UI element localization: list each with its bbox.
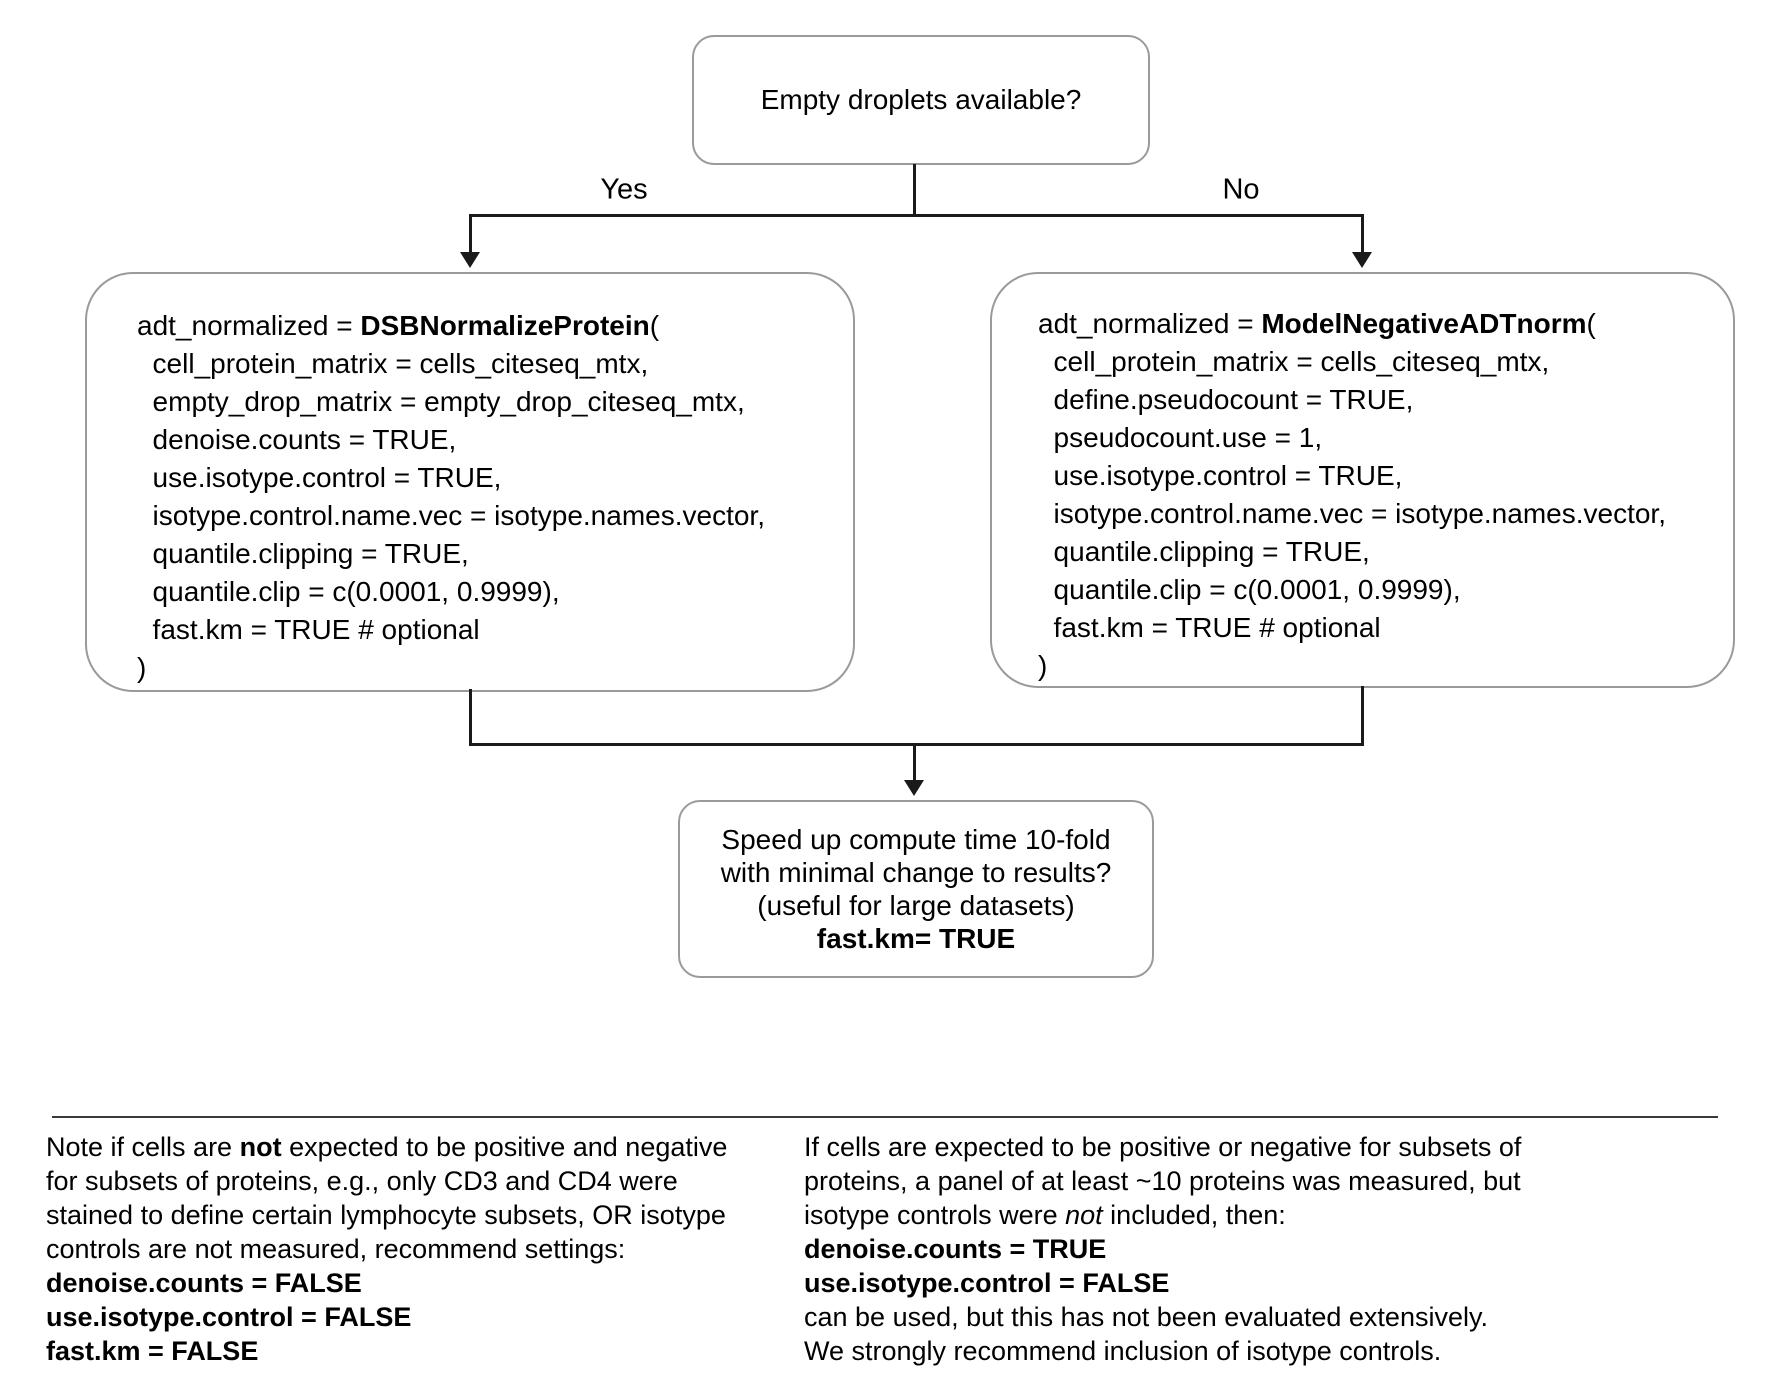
- text-line: denoise.counts = TRUE,: [137, 424, 457, 455]
- text-line: ): [1038, 650, 1048, 681]
- text-line: We strongly recommend inclusion of isotype controls.: [804, 1336, 1442, 1366]
- text-line: quantile.clipping = TRUE,: [137, 538, 469, 569]
- text-line: cell_protein_matrix = cells_citeseq_mtx,: [1038, 346, 1550, 377]
- text-line: cell_protein_matrix = cells_citeseq_mtx,: [137, 348, 649, 379]
- text-line: fast.km = TRUE # optional: [137, 614, 480, 645]
- model-negative-adtnorm-code: [1038, 305, 1725, 685]
- text-line: fast.km = FALSE: [46, 1336, 259, 1366]
- branch-label-no: No: [1222, 173, 1260, 206]
- empty-droplets-question-node: [692, 35, 1150, 165]
- text-line: can be used, but this has not been evaluated extensively.: [804, 1302, 1488, 1332]
- merge-arrowhead-icon: [904, 780, 924, 796]
- text-line: quantile.clipping = TRUE,: [1038, 536, 1370, 567]
- text-line: isotype.control.name.vec = isotype.names.vector,: [1038, 498, 1666, 529]
- text-line: Speed up compute time 10-fold: [721, 824, 1111, 855]
- text-line: adt_normalized = DSBNormalizeProtein(: [137, 310, 660, 341]
- text-line: (useful for large datasets): [757, 890, 1075, 921]
- merge-right-vertical: [1361, 686, 1364, 745]
- text-line: controls are not measured, recommend settings:: [46, 1234, 626, 1264]
- text-line: use.isotype.control = FALSE: [46, 1302, 412, 1332]
- text-line: ): [137, 652, 147, 683]
- text-line: empty_drop_matrix = empty_drop_citeseq_mtx,: [137, 386, 745, 417]
- text-line: proteins, a panel of at least ~10 proteins was measured, but: [804, 1166, 1521, 1196]
- text-line: stained to define certain lymphocyte subsets, OR isotype: [46, 1200, 726, 1230]
- text-line: If cells are expected to be positive or negative for subsets of: [804, 1132, 1522, 1162]
- text-line: use.isotype.control = FALSE: [804, 1268, 1170, 1298]
- connector-top-vertical: [913, 164, 916, 216]
- no-arrowhead-icon: [1352, 252, 1372, 268]
- text-line: isotype controls were not included, then:: [804, 1200, 1286, 1230]
- fast-km-result-node: [678, 800, 1154, 978]
- text-line: pseudocount.use = 1,: [1038, 422, 1323, 453]
- dsb-normalize-protein-code: [137, 307, 835, 687]
- footnote-left-column: [46, 1130, 786, 1368]
- footnote-divider: [52, 1116, 1718, 1118]
- text-line: fast.km= TRUE: [816, 923, 1016, 954]
- text-line: isotype.control.name.vec = isotype.names.vector,: [137, 500, 765, 531]
- text-line: define.pseudocount = TRUE,: [1038, 384, 1414, 415]
- connector-branch-horizontal: [469, 214, 1364, 217]
- empty-droplets-question-label: Empty droplets available?: [760, 84, 1082, 115]
- text-line: Note if cells are not expected to be positive and negative: [46, 1132, 728, 1162]
- text-line: use.isotype.control = TRUE,: [1038, 460, 1403, 491]
- text-line: denoise.counts = TRUE: [804, 1234, 1107, 1264]
- footnote-right-column: [804, 1130, 1734, 1368]
- model-negative-adtnorm-node: [990, 272, 1735, 688]
- yes-arrow-line: [469, 214, 472, 254]
- text-line: fast.km = TRUE # optional: [1038, 612, 1381, 643]
- merge-center-vertical: [913, 743, 916, 782]
- text-line: quantile.clip = c(0.0001, 0.9999),: [137, 576, 560, 607]
- text-line: with minimal change to results?: [720, 857, 1112, 888]
- no-arrow-line: [1361, 214, 1364, 254]
- fast-km-result-text: [721, 823, 1112, 955]
- yes-arrowhead-icon: [460, 252, 480, 268]
- text-line: use.isotype.control = TRUE,: [137, 462, 502, 493]
- text-line: denoise.counts = FALSE: [46, 1268, 362, 1298]
- text-line: adt_normalized = ModelNegativeADTnorm(: [1038, 308, 1596, 339]
- merge-left-vertical: [469, 689, 472, 745]
- dsb-normalize-protein-node: [85, 272, 855, 692]
- text-line: for subsets of proteins, e.g., only CD3 and CD4 were: [46, 1166, 678, 1196]
- text-line: quantile.clip = c(0.0001, 0.9999),: [1038, 574, 1461, 605]
- branch-label-yes: Yes: [600, 173, 648, 206]
- merge-horizontal: [469, 743, 1364, 746]
